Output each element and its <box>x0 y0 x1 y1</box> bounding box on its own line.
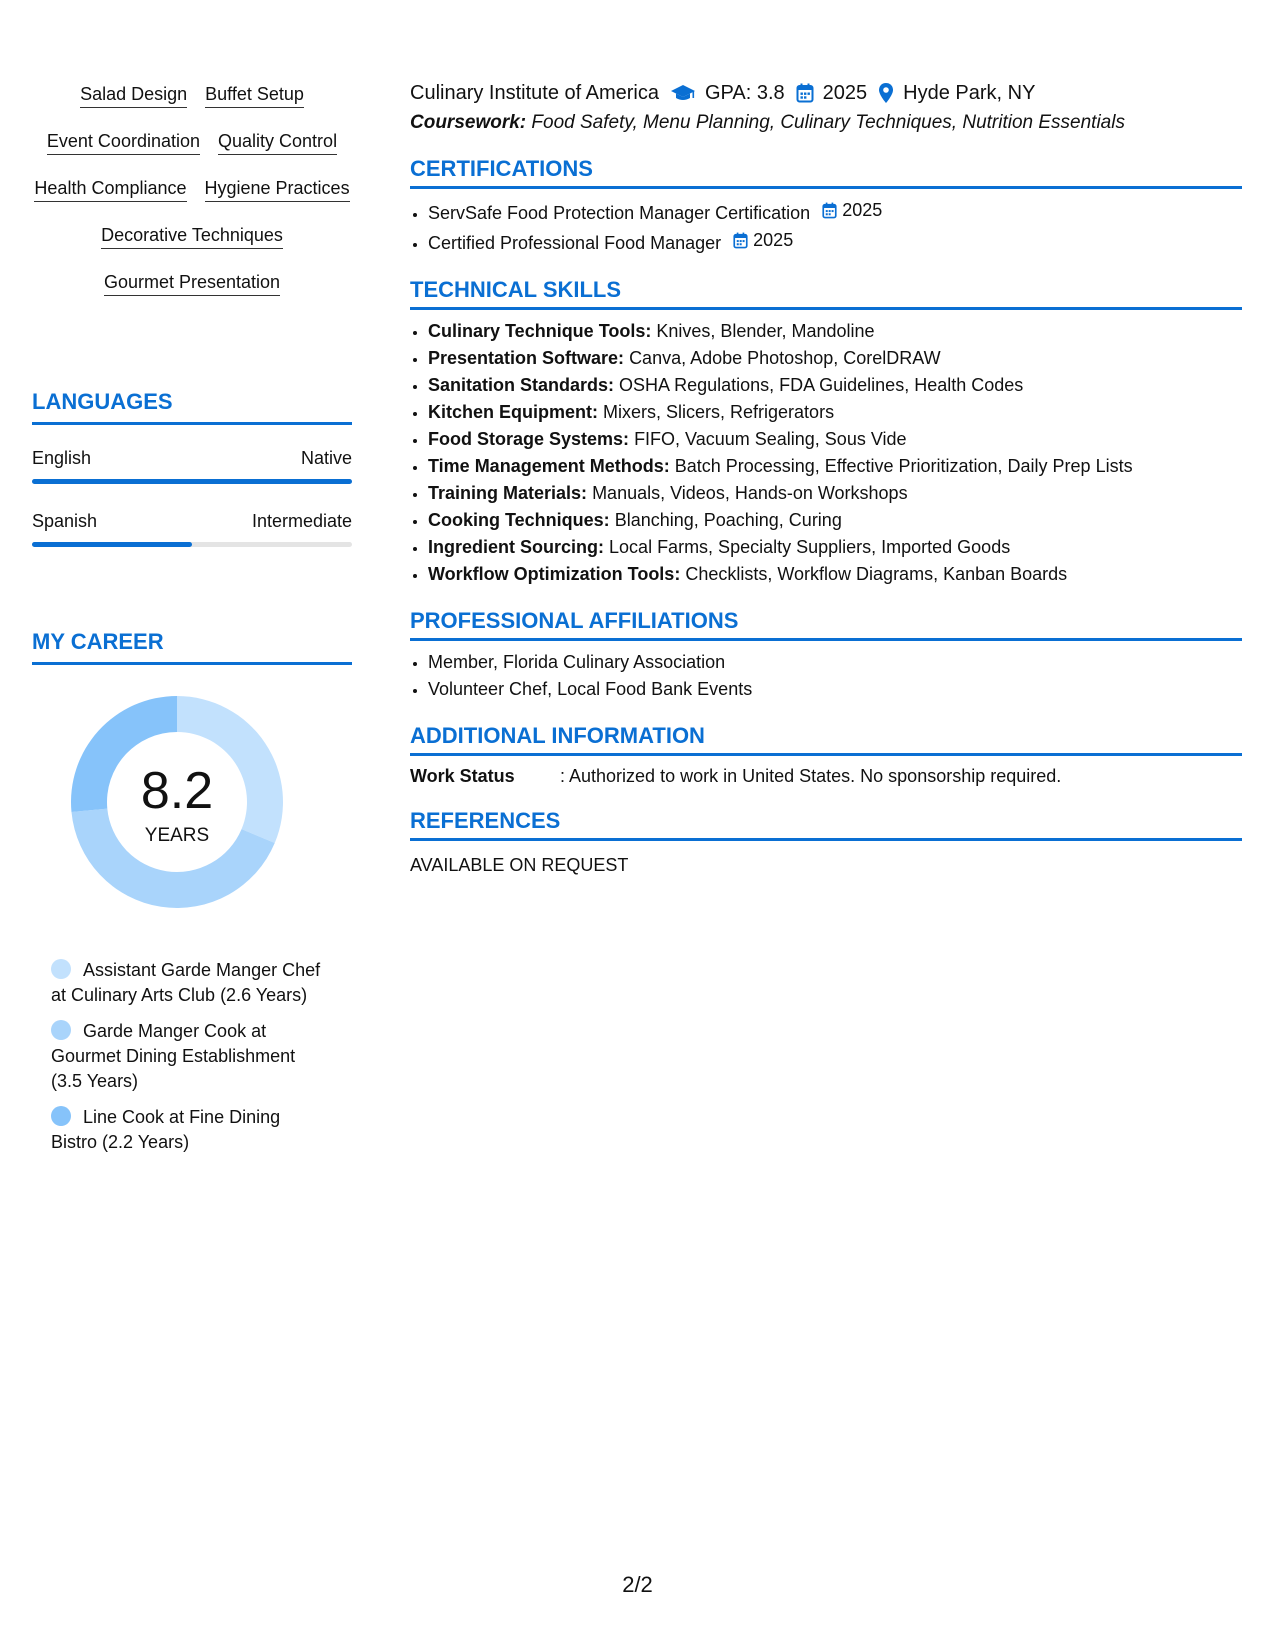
language-level: Intermediate <box>251 511 352 531</box>
certification-date <box>822 197 882 224</box>
skill-values: Local Farms, Specialty Suppliers, Imported Goods <box>609 537 1011 557</box>
career-heading: MY CAREER <box>32 628 352 665</box>
certification-list <box>410 197 1242 257</box>
calendar-icon <box>796 83 814 103</box>
skill-tag: Decorative Techniques <box>101 223 283 249</box>
career-section <box>32 628 352 1152</box>
skill-values: Checklists, Workflow Diagrams, Kanban Boards <box>685 564 1068 584</box>
coursework-line <box>410 110 1242 136</box>
references-heading: REFERENCES <box>410 807 1242 841</box>
skill-values: Knives, Blender, Mandoline <box>656 321 875 341</box>
skill-tag: Gourmet Presentation <box>104 270 280 296</box>
coursework-list: Food Safety, Menu Planning, Culinary Techniques, Nutrition Essentials <box>531 112 1125 133</box>
education-block <box>410 80 1242 136</box>
language-proficiency-fill <box>32 542 192 547</box>
skill-category: Food Storage Systems: <box>428 429 630 449</box>
certification-date <box>733 227 793 254</box>
school-name: Culinary Institute of America <box>410 82 659 104</box>
graduation-year: 2025 <box>822 82 868 104</box>
skill-category: Cooking Techniques: <box>428 510 610 530</box>
language-level: Native <box>300 448 352 468</box>
skill-category: Ingredient Sourcing: <box>428 537 605 557</box>
legend-dot-icon <box>51 959 71 979</box>
language-proficiency-bar <box>32 542 352 547</box>
skill-tags <box>32 82 352 296</box>
work-status-label: Work Status <box>410 766 515 786</box>
career-role-label: Assistant Garde Manger Chef at Culinary Arts Club (2.6 Years) <box>51 960 321 1005</box>
skill-values: FIFO, Vacuum Sealing, Sous Vide <box>634 429 907 449</box>
career-legend-item <box>51 958 321 1008</box>
skill-values: Canva, Adobe Photoshop, CorelDRAW <box>629 348 941 368</box>
career-total-value: 8.2 <box>140 762 214 820</box>
work-status-value: : Authorized to work in United States. No sponsorship required. <box>560 766 1062 786</box>
affiliation-list <box>410 649 1242 703</box>
languages-section <box>32 388 352 547</box>
affiliations-section <box>410 607 1242 703</box>
certification-item <box>428 227 1242 257</box>
affiliation-item: • Volunteer Chef, Local Food Bank Events <box>428 676 1242 703</box>
certifications-section <box>410 155 1242 257</box>
language-row <box>32 510 352 532</box>
legend-dot-icon <box>51 1106 71 1126</box>
language-name: English <box>32 448 92 468</box>
work-status-row <box>410 764 1242 788</box>
skill-values: OSHA Regulations, FDA Guidelines, Health Codes <box>619 375 1024 395</box>
career-donut-chart <box>65 690 289 914</box>
career-role-label: Garde Manger Cook at Gourmet Dining Establishment (3.5 Years) <box>51 1021 296 1091</box>
additional-info-heading: ADDITIONAL INFORMATION <box>410 722 1242 756</box>
language-list <box>32 447 352 547</box>
calendar-icon <box>822 202 837 219</box>
technical-skill-item <box>428 480 1242 507</box>
affiliations-heading: PROFESSIONAL AFFILIATIONS <box>410 607 1242 641</box>
career-legend-item <box>51 1019 321 1094</box>
certification-item <box>428 197 1242 227</box>
additional-info-section <box>410 722 1242 788</box>
technical-skill-item <box>428 534 1242 561</box>
technical-skill-item <box>428 372 1242 399</box>
language-name: Spanish <box>32 511 98 531</box>
skill-tag: Quality Control <box>218 129 337 155</box>
school-location: Hyde Park, NY <box>903 82 1036 104</box>
references-section <box>410 807 1242 877</box>
technical-skill-item <box>428 345 1242 372</box>
right-column <box>410 80 1242 877</box>
technical-skill-item <box>428 426 1242 453</box>
certification-year: 2025 <box>753 230 794 250</box>
technical-skill-item <box>428 399 1242 426</box>
career-legend-item <box>51 1105 321 1155</box>
gpa: GPA: 3.8 <box>705 82 785 104</box>
technical-skill-item <box>428 453 1242 480</box>
career-total-unit: YEARS <box>144 825 210 846</box>
map-pin-icon <box>878 82 894 104</box>
skill-category: Workflow Optimization Tools: <box>428 564 681 584</box>
certification-name: Certified Professional Food Manager <box>428 233 722 253</box>
technical-skill-item <box>428 318 1242 345</box>
references-text: AVAILABLE ON REQUEST <box>410 855 629 875</box>
certification-name: ServSafe Food Protection Manager Certification <box>428 203 811 223</box>
skill-tag: Health Compliance <box>34 176 186 202</box>
technical-skills-section <box>410 276 1242 588</box>
skill-category: Kitchen Equipment: <box>428 402 598 422</box>
languages-heading: LANGUAGES <box>32 388 352 425</box>
skill-values: Manuals, Videos, Hands-on Workshops <box>592 483 908 503</box>
language-proficiency-bar <box>32 479 352 484</box>
technical-skills-heading: TECHNICAL SKILLS <box>410 276 1242 310</box>
left-column <box>32 82 352 1152</box>
skill-tag: Hygiene Practices <box>205 176 350 202</box>
calendar-icon <box>733 232 748 249</box>
technical-skill-item <box>428 507 1242 534</box>
skill-category: Presentation Software: <box>428 348 625 368</box>
skill-tag: Salad Design <box>80 82 187 108</box>
career-role-label: Line Cook at Fine Dining Bistro (2.2 Years) <box>51 1107 281 1152</box>
skill-values: Blanching, Poaching, Curing <box>614 510 842 530</box>
certifications-heading: CERTIFICATIONS <box>410 155 1242 189</box>
language-item <box>32 510 352 547</box>
technical-skill-item <box>428 561 1242 588</box>
legend-dot-icon <box>51 1020 71 1040</box>
skill-tag: Buffet Setup <box>205 82 304 108</box>
skill-values: Batch Processing, Effective Prioritization, Daily Prep Lists <box>674 456 1133 476</box>
language-proficiency-fill <box>32 479 352 484</box>
skill-category: Sanitation Standards: <box>428 375 615 395</box>
skill-category: Time Management Methods: <box>428 456 670 476</box>
technical-skill-list <box>410 318 1242 588</box>
page-number: 2/2 <box>622 1572 653 1597</box>
career-legend <box>51 958 321 1166</box>
coursework-label: Coursework: <box>410 112 527 133</box>
certification-year: 2025 <box>842 200 883 220</box>
language-item <box>32 447 352 484</box>
language-row <box>32 447 352 469</box>
skill-values: Mixers, Slicers, Refrigerators <box>603 402 835 422</box>
skill-tag: Event Coordination <box>47 129 200 155</box>
skill-category: Training Materials: <box>428 483 588 503</box>
affiliation-item: • Member, Florida Culinary Association <box>428 649 1242 676</box>
graduation-cap-icon <box>670 83 696 103</box>
skill-category: Culinary Technique Tools: <box>428 321 652 341</box>
education-line <box>410 80 1242 106</box>
